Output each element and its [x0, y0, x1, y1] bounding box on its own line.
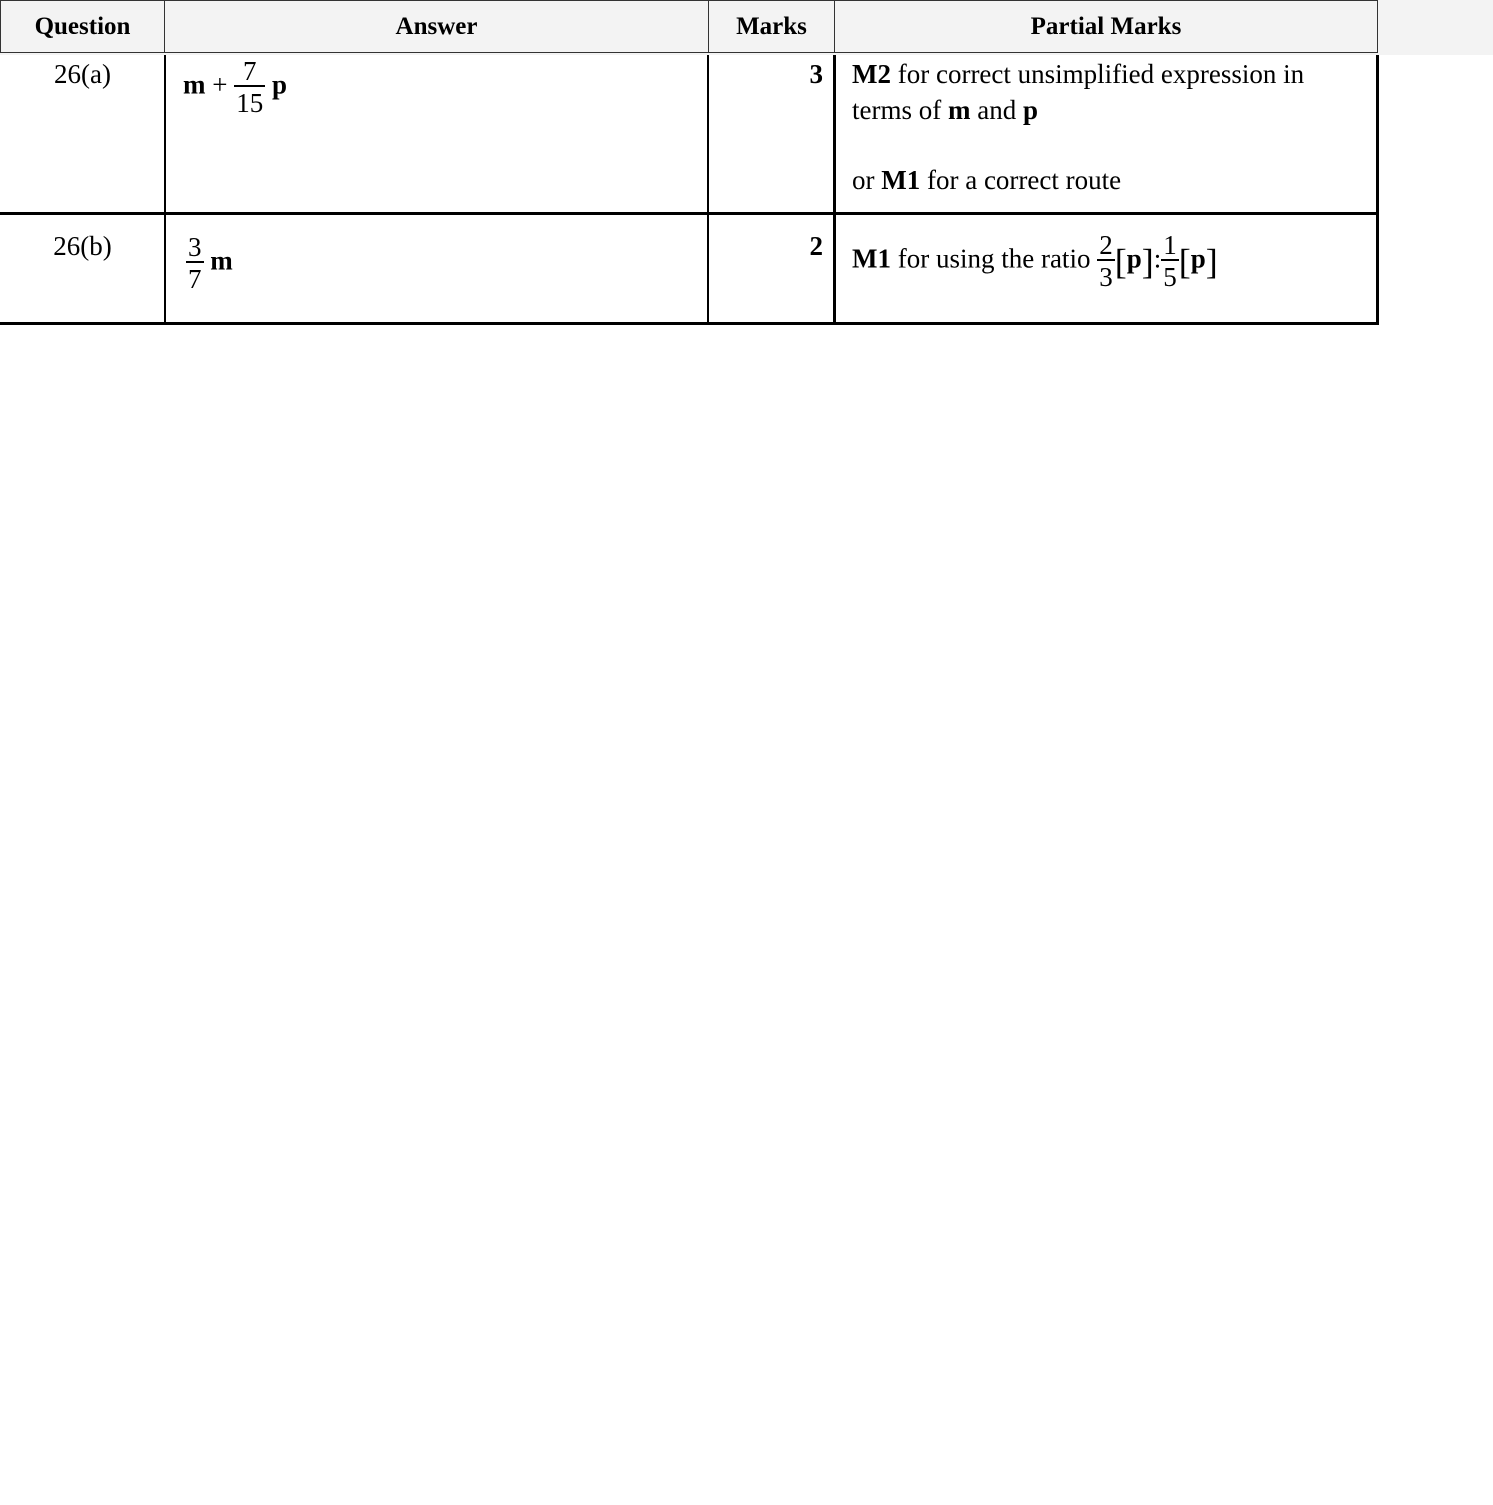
- partial-line-1: [852, 56, 1372, 92]
- row-divider: [0, 212, 1379, 215]
- fraction-numerator: 1: [1163, 230, 1177, 260]
- marks-value: 2: [809, 231, 823, 261]
- fraction-numerator: 7: [242, 56, 257, 86]
- vector-p: p: [1022, 95, 1038, 125]
- fraction-denominator: 7: [186, 261, 204, 293]
- vector-m: m: [947, 95, 971, 125]
- mark-code: M1: [852, 243, 891, 274]
- answer-expression: [186, 234, 233, 293]
- column-divider: [833, 55, 836, 325]
- question-number: 26(b): [53, 231, 112, 261]
- ratio-colon: :: [1153, 243, 1162, 274]
- fraction-denominator: 3: [1097, 259, 1115, 291]
- ratio-fraction-2: [1161, 232, 1179, 291]
- column-divider: [1376, 55, 1379, 325]
- header-marks: Marks: [708, 0, 835, 53]
- answer-fraction: [186, 234, 204, 293]
- answer-fraction: [234, 58, 265, 117]
- bracket-open: [: [1178, 241, 1191, 282]
- mark-code: M1: [881, 165, 921, 195]
- header-background-strip: [1378, 0, 1493, 55]
- partial-line-2: [852, 92, 1372, 128]
- answer-plus: +: [212, 69, 228, 100]
- ratio-fraction-1: [1097, 232, 1115, 291]
- partial-line-3: [852, 162, 1372, 198]
- partial-text: for using the ratio: [890, 243, 1098, 274]
- partial-marks-text: [852, 56, 1372, 198]
- bracket-close: ]: [1141, 241, 1154, 282]
- vector-p: p: [1126, 243, 1142, 274]
- mark-code: M2: [852, 59, 891, 89]
- vector-p: p: [1190, 243, 1206, 274]
- partial-text: and: [970, 95, 1023, 125]
- fraction-numerator: 2: [1099, 230, 1113, 260]
- bracket-open: [: [1114, 241, 1127, 282]
- fraction-numerator: 3: [188, 232, 202, 262]
- answer-expression: [183, 58, 287, 117]
- header-partial-marks: Partial Marks: [834, 0, 1378, 53]
- column-divider: [707, 55, 709, 325]
- header-answer: Answer: [164, 0, 709, 53]
- fraction-denominator: 5: [1161, 259, 1179, 291]
- partial-marks-text: [852, 232, 1218, 291]
- question-number: 26(a): [54, 59, 111, 89]
- partial-text: terms of: [852, 95, 948, 125]
- answer-term-m: m: [210, 245, 233, 276]
- answer-term-m: m: [183, 69, 206, 100]
- header-question: Question: [0, 0, 165, 53]
- answer-term-p: p: [271, 69, 288, 100]
- partial-text: for correct unsimplified expression in: [890, 59, 1305, 89]
- partial-text: or: [852, 165, 882, 195]
- column-divider: [164, 55, 166, 325]
- table-header-row: [0, 0, 1378, 55]
- bracket-close: ]: [1205, 241, 1218, 282]
- row-divider: [0, 322, 1379, 325]
- marks-value: 3: [809, 59, 823, 89]
- partial-text: for a correct route: [920, 165, 1122, 195]
- fraction-denominator: 15: [234, 85, 265, 117]
